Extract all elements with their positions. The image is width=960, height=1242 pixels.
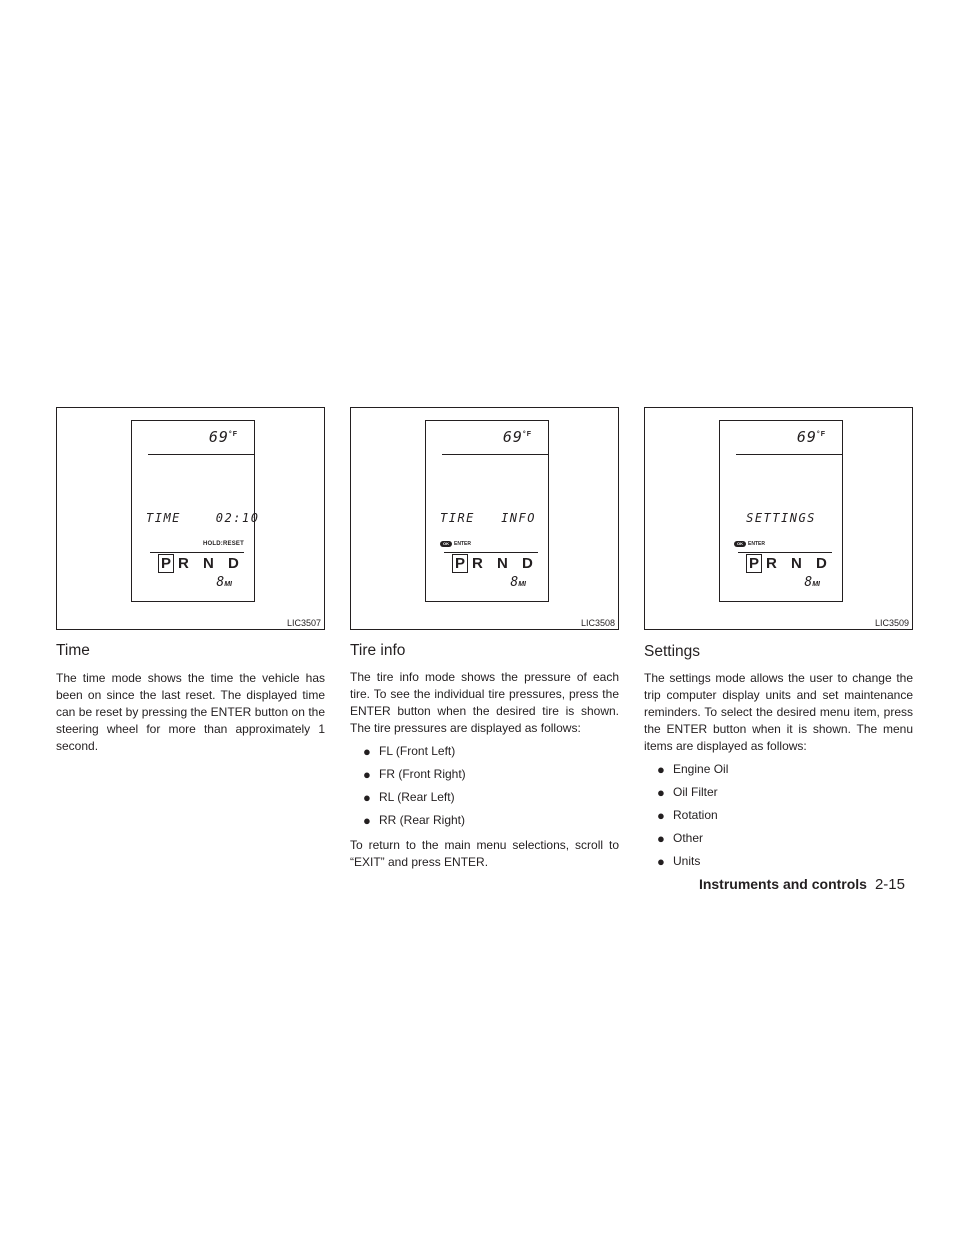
enter-label: ENTER	[748, 541, 765, 547]
list-item: ● Rotation	[657, 808, 718, 823]
divider	[444, 552, 538, 553]
tire-list	[350, 743, 619, 829]
page-number: 2-15	[874, 876, 905, 893]
gear-park: P	[452, 554, 468, 573]
divider	[736, 454, 842, 455]
list-item: ● RR (Rear Right)	[363, 813, 466, 828]
ok-badge: OK	[734, 541, 746, 547]
figure-code: LIC3508	[580, 618, 615, 628]
temperature-readout: $69^{^\circ F}$	[502, 428, 532, 446]
gear-park: P	[746, 554, 762, 573]
gear-indicator	[158, 555, 244, 572]
enter-label: ENTER	[454, 541, 471, 547]
gear-indicator	[746, 555, 832, 572]
mode-text: TIME 02:10	[146, 511, 260, 525]
section-heading-tire-info: Tire info	[350, 642, 406, 659]
settings-list	[644, 761, 913, 870]
bullet-icon: ●	[657, 831, 665, 846]
gear-others: R N D	[472, 555, 538, 572]
list-item: ● Other	[657, 831, 704, 846]
divider	[442, 454, 548, 455]
paragraph-time: The time mode shows the time the vehicle has been on since the last reset. The displayed time can be reset by pressing the ENTER button on the steering wheel for more than approximately 1 second.	[56, 671, 325, 753]
divider	[148, 454, 254, 455]
bullet-icon: ●	[657, 854, 665, 869]
bullet-icon: ●	[657, 762, 665, 777]
figure-time-display	[56, 407, 325, 630]
gear-others: R N D	[766, 555, 832, 572]
list-item: ● Engine Oil	[657, 762, 729, 777]
gear-indicator	[452, 555, 538, 572]
lcd-display	[131, 420, 260, 602]
divider	[150, 552, 244, 553]
list-item: ● FR (Front Right)	[363, 767, 466, 782]
divider	[738, 552, 832, 553]
lcd-display	[425, 420, 549, 602]
bullet-icon: ●	[657, 808, 665, 823]
list-item: ● RL (Rear Left)	[363, 790, 455, 805]
mode-text: TIRE INFO	[440, 511, 536, 525]
column-settings	[644, 407, 913, 870]
section-heading-settings: Settings	[644, 643, 701, 660]
enter-hint	[440, 541, 471, 547]
lcd-display	[719, 420, 843, 602]
footer-section-title: Instruments and controls	[698, 876, 867, 892]
hold-reset-hint: HOLD:RESET	[203, 541, 244, 547]
gear-others: R N D	[178, 555, 244, 572]
enter-hint	[734, 541, 765, 547]
paragraph-settings: The settings mode allows the user to change the trip computer display units and set maintenance reminders. To select the desired menu item, press the ENTER button when it is shown. The menu items are displayed as follows:	[644, 671, 913, 753]
gear-park: P	[158, 554, 174, 573]
odometer-readout: 8MI	[510, 575, 526, 590]
odometer-readout: 8MI	[804, 575, 820, 590]
bullet-icon: ●	[657, 785, 665, 800]
ok-badge: OK	[440, 541, 452, 547]
page-footer	[0, 876, 905, 893]
bullet-icon: ●	[363, 744, 371, 759]
figure-settings-display	[644, 407, 913, 630]
bullet-icon: ●	[363, 813, 371, 828]
list-item: ● FL (Front Left)	[363, 744, 456, 759]
figure-code: LIC3509	[874, 618, 909, 628]
bullet-icon: ●	[363, 790, 371, 805]
column-time	[56, 407, 325, 755]
list-item: ● Oil Filter	[657, 785, 718, 800]
odometer-readout: 8MI	[216, 575, 232, 590]
temperature-readout: $69^{^\circ F}$	[208, 428, 238, 446]
list-item: ● Units	[657, 854, 701, 869]
bullet-icon: ●	[363, 767, 371, 782]
figure-tire-info-display	[350, 407, 619, 630]
column-tire-info	[350, 407, 619, 871]
paragraph-tire-info: The tire info mode shows the pressure of each tire. To see the individual tire pressures, press the ENTER button when the desired tire is shown. The tire pressures are displayed as follows:	[350, 670, 619, 735]
section-heading-time: Time	[56, 642, 90, 659]
temperature-readout: $69^{^\circ F}$	[796, 428, 826, 446]
paragraph-tire-info-exit: To return to the main menu selections, scroll to “EXIT” and press ENTER.	[350, 838, 619, 869]
mode-text: SETTINGS	[746, 511, 816, 525]
figure-code: LIC3507	[286, 618, 321, 628]
